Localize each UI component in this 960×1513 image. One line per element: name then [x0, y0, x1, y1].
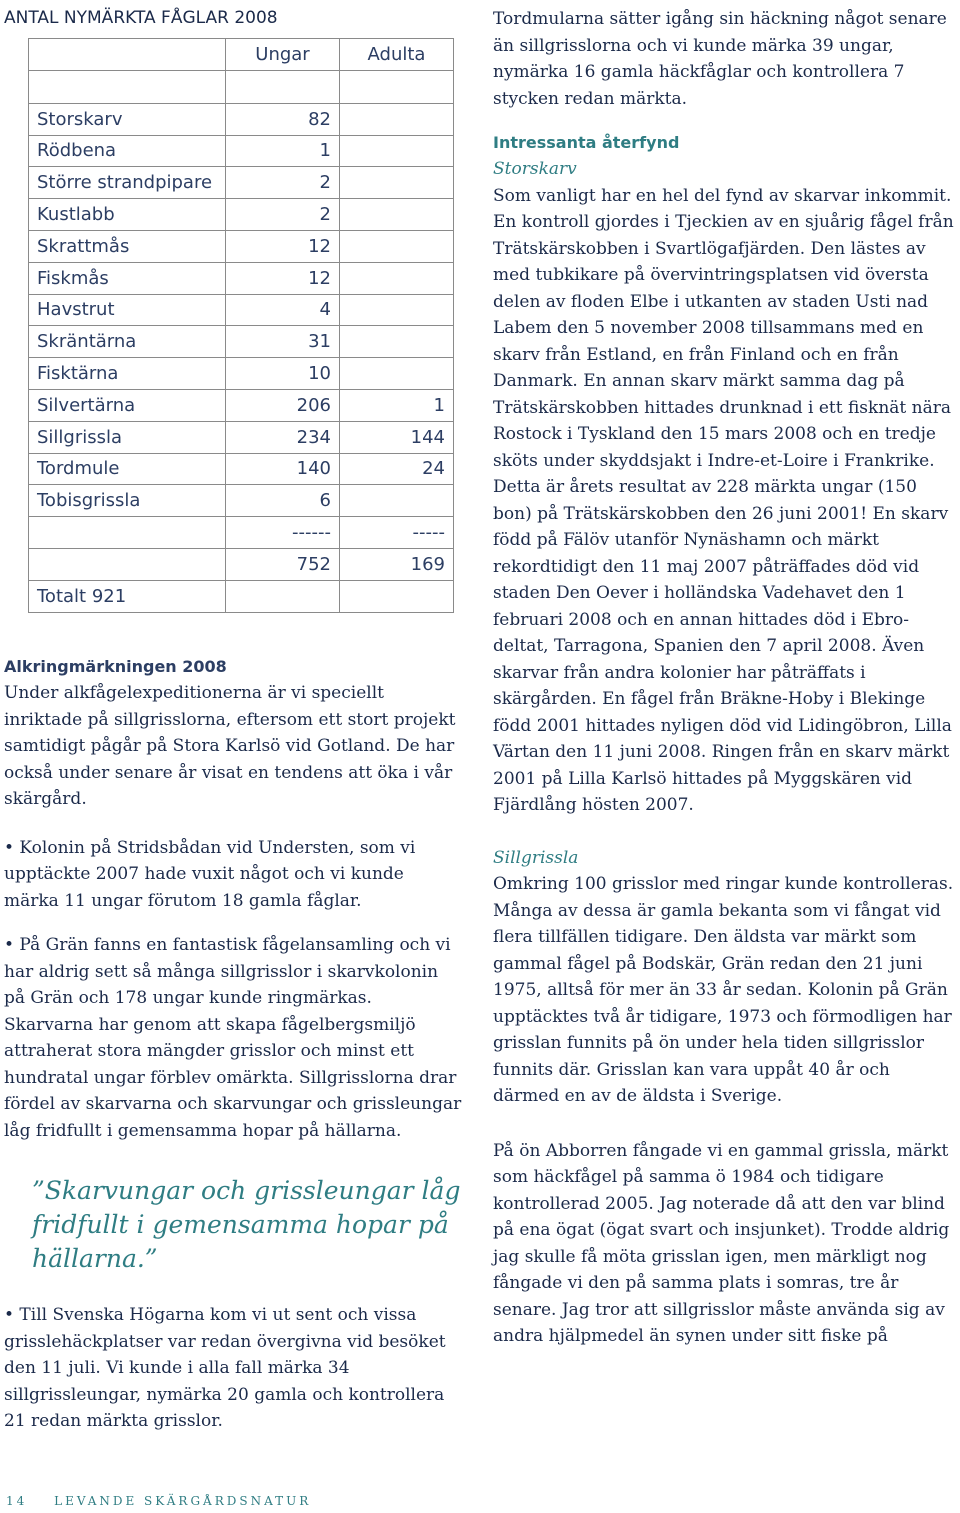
- adulta-count: [340, 326, 454, 358]
- table-row: [29, 294, 454, 326]
- table-row: [29, 199, 454, 231]
- species-name: Skräntärna: [29, 326, 226, 358]
- header-adulta: Adulta: [340, 39, 454, 71]
- bird-count-table: [28, 38, 454, 613]
- adulta-count: [340, 199, 454, 231]
- table-row: [29, 421, 454, 453]
- total-empty: [226, 580, 340, 612]
- ungar-count: 82: [226, 103, 340, 135]
- total-empty: [340, 580, 454, 612]
- table-row: [29, 453, 454, 485]
- paragraph: Omkring 100 grisslor med ringar kunde kontrolleras. Många av dessa är gamla bekanta som vi fångat vid flera tillfällen tidigare. Den äldsta var märkt som gammal fågel på Bodskär, Grän redan den 21 juni 1975, alltså för mer än 33 år sedan. Kolonin på Grän upptäcktes två år tidigare, 1973 och förmodligen har grisslan funnits på ön under hela tiden sillgrisslor funnits där. Grisslan kan vara uppåt 40 år och därmed en av de äldsta i Sverige.: [493, 874, 954, 1106]
- species-name: Havstrut: [29, 294, 226, 326]
- page-number: 14: [6, 1494, 28, 1508]
- paragraph: Som vanligt har en hel del fynd av skarvar inkommit. En kontroll gjordes i Tjeckien av en sjuårig fågel från Trätskärskobben i Svartlögafjärden. Den lästes av med tubkikare på övervintringsplatsen vid översta delen av floden Elbe i utkanten av staden Usti nad Labem den 5 november 2008 tillsammans med en skarv från Estland, en från Finland och en från Danmark. En annan skarv märkt samma dag på Trätskärskobben hittades drunknad i ett fisknät nära Rostock i Tyskland den 15 mars 2008 och en tredje sköts under skyddsjakt i Indre-et-Loire i Frankrike. Detta är årets resultat av 228 märkta ungar (150 bon) på Trätskärskobben den 26 juni 2001! En skarv född på Fälöv utanför Nynäshamn och märkt rekordtidigt den 11 maj 2007 påträffades död vid staden Den Oever i holländska Vadehavet den 1 februari 2008 och en annan hittades död i Ebro-deltat, Tarragona, Spanien den 7 april 2008. Även skarvar från andra kolonier har påträffats i skärgården. En fågel från Bräkne-Hoby i Blekinge född 2001 hittades nyligen död vid Lidingöbron, Lilla Värtan den 11 juni 2008. Ringen från en skarv märkt 2001 på Lilla Karlsö hittades på Myggskären vid Fjärdlång hösten 2007.: [493, 185, 954, 815]
- species-name: Kustlabb: [29, 199, 226, 231]
- ungar-count: 10: [226, 358, 340, 390]
- adulta-count: [340, 294, 454, 326]
- bullet-paragraph: • Till Svenska Högarna kom vi ut sent och vissa grisslehäckplatser var redan övergivna vid besöket den 11 juli. Vi kunde i alla fall märka 34 sillgrissleungar, nymärka 20 gamla och kontrollera 21 redan märkta grisslor.: [4, 1305, 446, 1431]
- adulta-count: 1: [340, 389, 454, 421]
- left-column: [4, 654, 464, 1435]
- species-name: Tordmule: [29, 453, 226, 485]
- species-name: Rödbena: [29, 135, 226, 167]
- paragraph: Under alkfågelexpeditionerna är vi speciellt inriktade på sillgrisslorna, eftersom ett stort projekt samtidigt pågår på Stora Karlsö vid Gotland. De har också under senare år visat en tendens att öka i vår skärgård.: [4, 683, 456, 809]
- ungar-count: 12: [226, 262, 340, 294]
- total-row: [29, 580, 454, 612]
- spacer-cell: [29, 70, 226, 103]
- ungar-count: 6: [226, 485, 340, 517]
- spacer-cell: [226, 70, 340, 103]
- section-heading-aterfynd: Intressanta återfynd: [493, 133, 680, 152]
- publication-title: LEVANDE SKÄRGÅRDSNATUR: [54, 1494, 312, 1508]
- species-name: Skrattmås: [29, 230, 226, 262]
- table-row: [29, 326, 454, 358]
- ungar-count: 1: [226, 135, 340, 167]
- separator-row: [29, 517, 454, 549]
- table-row: [29, 485, 454, 517]
- table-row: [29, 135, 454, 167]
- adulta-count: [340, 167, 454, 199]
- table-row: [29, 230, 454, 262]
- adulta-count: 144: [340, 421, 454, 453]
- spacer-cell: [340, 70, 454, 103]
- species-name: Fiskmås: [29, 262, 226, 294]
- species-name: Storskarv: [29, 103, 226, 135]
- ungar-count: 206: [226, 389, 340, 421]
- table-row: [29, 358, 454, 390]
- bullet-paragraph: • Kolonin på Stridsbådan vid Understen, som vi upptäckte 2007 hade vuxit något och vi kunde märka 11 ungar förutom 18 gamla fåglar.: [4, 837, 416, 911]
- sum-empty: [29, 548, 226, 580]
- ungar-count: 31: [226, 326, 340, 358]
- species-name: Fisktärna: [29, 358, 226, 390]
- section-heading-alkringmarkning: Alkringmärkningen 2008: [4, 657, 227, 676]
- ungar-count: 140: [226, 453, 340, 485]
- adulta-count: 24: [340, 453, 454, 485]
- ungar-count: 12: [226, 230, 340, 262]
- species-name: Sillgrissla: [29, 421, 226, 453]
- ungar-count: 2: [226, 167, 340, 199]
- sum-row: [29, 548, 454, 580]
- adulta-count: [340, 262, 454, 294]
- paragraph: Tordmularna sätter igång sin häckning något senare än sillgrisslorna och vi kunde märka 39 ungar, nymärka 16 gamla häckfåglar och kontrollera 7 stycken redan märkta.: [493, 9, 947, 109]
- table-row: [29, 389, 454, 421]
- separator-ungar: ------: [226, 517, 340, 549]
- table-header-row: [29, 39, 454, 71]
- subheading-storskarv: Storskarv: [493, 159, 577, 179]
- subheading-sillgrissla: Sillgrissla: [493, 847, 579, 868]
- table-spacer-row: [29, 70, 454, 103]
- ungar-count: 2: [226, 199, 340, 231]
- header-empty-cell: [29, 39, 226, 71]
- adulta-count: [340, 358, 454, 390]
- table-row: [29, 103, 454, 135]
- ungar-count: 234: [226, 421, 340, 453]
- page-footer: [6, 1494, 311, 1508]
- species-name: Silvertärna: [29, 389, 226, 421]
- bullet-paragraph: • På Grän fanns en fantastisk fågelansamling och vi har aldrig sett så många sillgrisslor i skarvkolonin på Grän och 178 ungar kunde ringmärkas. Skarvarna har genom att skapa fågelbergsmiljö attraherat stora mängder grisslor och minst ett hundratal ungar förblev omärkta. Sillgrisslorna drar fördel av skarvarna och skarvungar och grissleungar låg fridfullt i gemensamma hopar på hällarna.: [4, 935, 462, 1141]
- separator-empty: [29, 517, 226, 549]
- adulta-count: [340, 230, 454, 262]
- species-name: Tobisgrissla: [29, 485, 226, 517]
- adulta-count: [340, 485, 454, 517]
- pull-quote: ”Skarvungar och grissleungar låg fridfullt i gemensamma hopar på hällarna.”: [32, 1176, 461, 1273]
- adulta-count: [340, 135, 454, 167]
- header-ungar: Ungar: [226, 39, 340, 71]
- ungar-count: 4: [226, 294, 340, 326]
- table-row: [29, 262, 454, 294]
- adulta-count: [340, 103, 454, 135]
- table-title: ANTAL NYMÄRKTA FÅGLAR 2008: [4, 8, 278, 28]
- separator-adulta: -----: [340, 517, 454, 549]
- species-name: Större strandpipare: [29, 167, 226, 199]
- paragraph: På ön Abborren fångade vi en gammal grissla, märkt som häckfågel på samma ö 1984 och tidigare kontrollerad 2005. Jag noterade då att den var blind på ena ögat (ögat svart och insjunket). Trodde aldrig jag skulle få möta grisslan igen, men märkligt nog fångade vi den på samma plats i somras, tre år senare. Jag tror att sillgrisslor måste använda sig av andra hjälpmedel än synen under sitt fiske på: [493, 1140, 950, 1346]
- right-column: [493, 6, 955, 1350]
- sum-adulta: 169: [340, 548, 454, 580]
- total-label: Totalt 921: [29, 580, 226, 612]
- table-row: [29, 167, 454, 199]
- sum-ungar: 752: [226, 548, 340, 580]
